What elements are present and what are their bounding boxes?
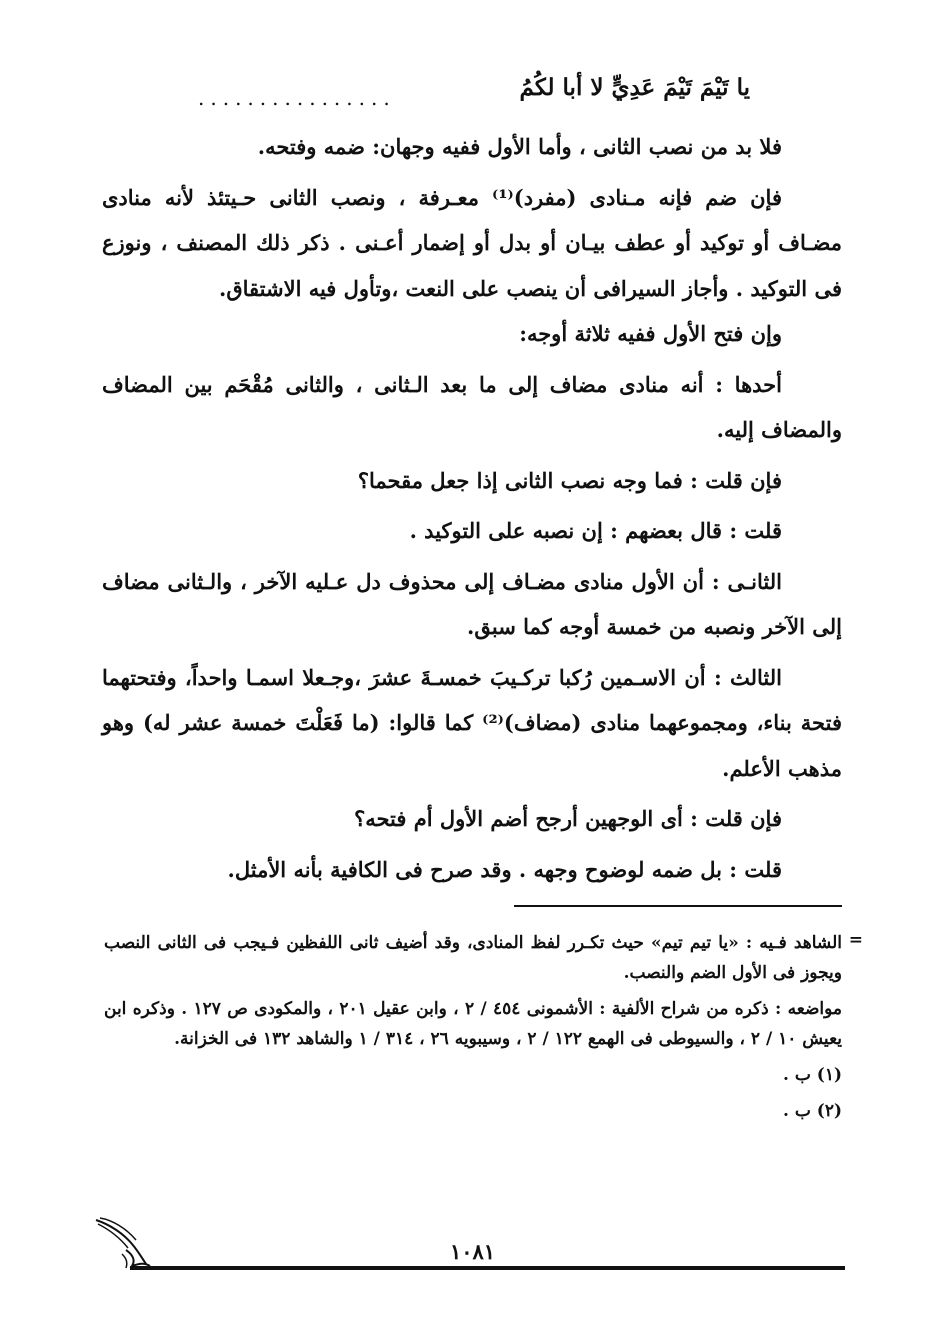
paragraph: أحدها : أنه منادى مضاف إلى ما بعد الـثانى ، والثانى مُقْحَم بين المضاف والمضاف إليه. (102, 371, 842, 442)
paragraph: الثالث : أن الاسـمين رُكبا تركـيبَ خمسـةَ عشرَ ،وجـعلا اسمـا واحداً، وفتحتهما فتحة بناء، ومجموعهما منادى (مضاف)⁽²⁾ كما قالوا: (ما فَعَلْتَ خمسة عشر له) وهو مذهب الأعلم. (102, 664, 842, 781)
paragraph: فإن قلت : أى الوجهين أرجح أضم الأول أم فتحه؟ (354, 806, 782, 831)
footnote-2: (٢) ب . (783, 1101, 842, 1121)
paragraph: فإن ضم فإنه مـنادى (مفرد)⁽¹⁾ معـرفة ، ونصب الثانى حـيتئذ لأنه منادى مضـاف أو توكيد أو عطف بيـان أو بدل أو إضمار أعـنى . ذكر ذلك المصنف ، ونوزع فى التوكيد . وأجاز السيرافى أن ينصب على النعت ،وتأول فيه الاشتقاق. (102, 184, 842, 301)
footnote-separator (514, 905, 842, 907)
paragraph: قلت : قال بعضهم : إن نصبه على التوكيد . (409, 518, 782, 543)
paragraph: فإن قلت : فما وجه نصب الثانى إذا جعل مقحما؟ (357, 467, 782, 493)
footnote-shahid: الشاهد فـيه : «يا تيم تيم» حيث تكـرر لفظ المنادى، وقد أضيف ثانى اللفظين فـيجب فى الثانى النصب ويجوز فى الأول الضم والنصب. (104, 933, 842, 983)
footnote-sources: مواضعه : ذكره من شراح الألفية : الأشمونى ٤٥٤ / ٢ ، وابن عقيل ٢٠١ ، والمكودى ص ١٢٧ . وذكره ابن يعيش ١٠ / ٢ ، والسيوطى فى الهمع ١٢٢ / ٢ ، وسيبويه ٢٦ ، ٣١٤ / ١ والشاهد ١٣٢ فى الخزانة. (104, 999, 843, 1049)
verse-ellipsis-dots: ................ (198, 86, 396, 110)
footnotes-section (104, 928, 842, 1126)
paragraph: وإن فتح الأول ففيه ثلاثة أوجه: (519, 321, 782, 346)
paragraph: الثانـى : أن الأول منادى مضـاف إلى محذوف دل عـليه الآخر ، والـثانى مضاف إلى الآخر ونصبه من خمسة أوجه كما سبق. (102, 568, 842, 639)
bottom-rule (130, 1266, 845, 1270)
page-number: ١٠٨١ (449, 1239, 496, 1264)
verse-line: يا تَيْمَ تَيْمَ عَدِيٍّ لا أبا لكُمُ (519, 74, 750, 101)
footnote-continuation-marker: = (848, 930, 863, 950)
footnote-1: (١) ب . (783, 1065, 842, 1085)
paragraph: فلا بد من نصب الثانى ، وأما الأول ففيه وجهان: ضمه وفتحه. (257, 134, 782, 159)
paragraph: قلت : بل ضمه لوضوح وجهه . وقد صرح فى الكافية بأنه الأمثل. (227, 856, 782, 882)
quill-icon (92, 1214, 154, 1270)
main-text-body (102, 124, 842, 892)
